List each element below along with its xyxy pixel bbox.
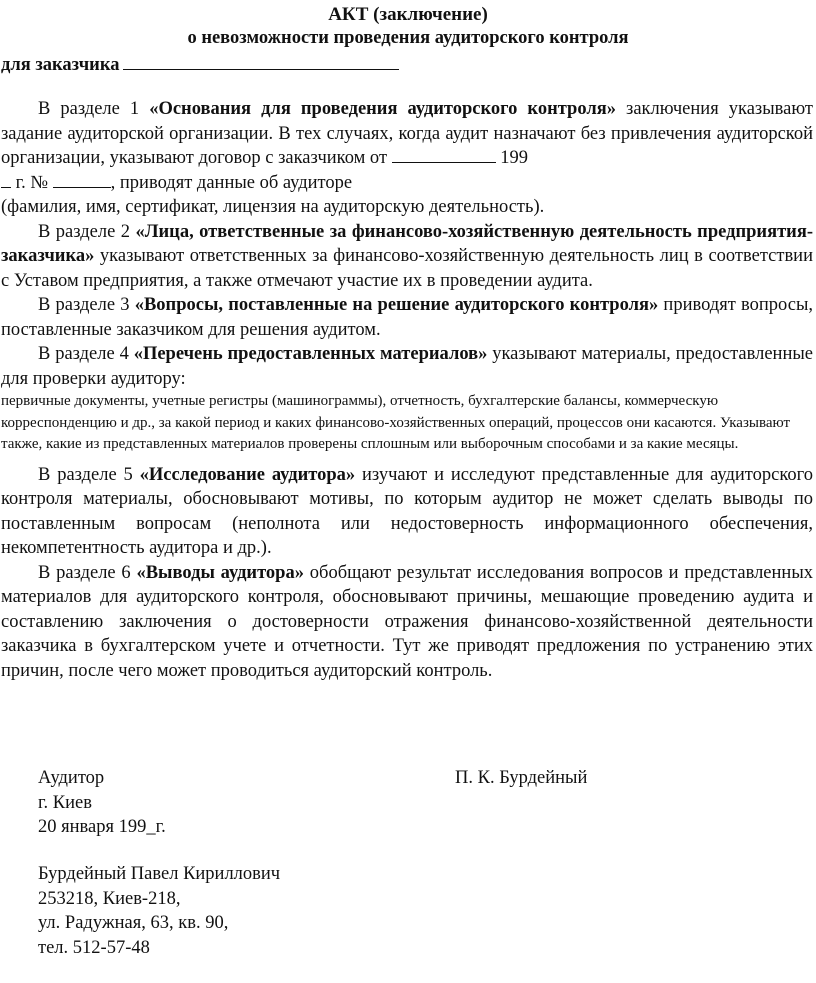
section-4-paragraph	[1, 342, 813, 391]
section-4-title: «Перечень предоставленных материалов»	[133, 344, 488, 364]
section-6-text: обобщают результат исследования вопросов и представленных материалов для аудиторского контроля, обосновывают причины, мешающие проведению аудита и составлению заключения о достоверности отражения финансово-хозяйственной деятельности заказчика в бухгалтерском учете и отчетности. Тут же приводят предложения по устранению этих причин, после чего может проводиться аудиторский контроль.	[1, 562, 813, 681]
section-1-title: «Основания для проведения аудиторского контроля»	[149, 99, 616, 119]
section-6-prefix: В разделе 6	[38, 562, 137, 583]
section-6-paragraph	[1, 561, 813, 684]
section-4-prefix: В разделе 4	[38, 344, 134, 364]
address-street: ул. Радужная, 63, кв. 90,	[38, 913, 229, 933]
document-subtitle: о невозможности проведения аудиторского контроля	[187, 28, 629, 48]
customer-blank	[123, 51, 399, 70]
auditor-data-line: (фамилия, имя, сертификат, лицензия на аудиторскую деятельность).	[1, 197, 545, 217]
contract-number-blank	[53, 171, 111, 188]
section-1-paragraph	[1, 97, 813, 195]
customer-line	[1, 51, 399, 78]
section-3-prefix: В разделе 3	[38, 295, 135, 315]
section-2-title: «Лица, ответственные за финансово-хозяйственную деятельность предприятия-заказчика»	[1, 221, 813, 266]
section-1-text: заключения указывают задание аудиторской организации. В тех случаях, когда аудит назначают без привлечения аудиторской организации, указывают договор с заказчиком от	[1, 99, 814, 168]
contract-year: 199	[495, 148, 529, 168]
section-2-text: указывают ответственных за финансово-хозяйственную деятельность лиц в соответствии с Уставом предприятия, а также отмечают участие их в проведении аудита.	[1, 246, 813, 291]
customer-label: для заказчика	[1, 55, 120, 75]
section-4-details: первичные документы, учетные регистры (машинограммы), отчетность, бухгалтерские балансы, коммерческую корреспонденцию и др., за какой период и каких финансово-хозяйственных операций, процессов они касаются. Указывают также, какие из представленных материалов проверены сплошным или выборочным способами и за какие месяцы.	[1, 393, 791, 452]
section-2-paragraph	[1, 220, 813, 294]
section-1-prefix: В разделе 1	[38, 99, 150, 119]
document-body	[1, 97, 813, 683]
year-blank	[1, 171, 11, 188]
section-6-title: «Выводы аудитора»	[136, 562, 304, 583]
section-3-text: приводят вопросы, поставленные заказчиком для решения аудитом.	[1, 295, 814, 340]
section-5-prefix: В разделе 5	[38, 464, 140, 485]
address-postal: 253218, Киев-218,	[38, 888, 181, 909]
section-2-prefix: В разделе 2	[38, 221, 136, 242]
signature-role: Аудитор	[38, 768, 105, 788]
section-3-title: «Вопросы, поставленные на решение аудиторского контроля»	[134, 295, 659, 315]
signature-name: П. К. Бурдейный	[455, 768, 588, 788]
signature-city: г. Киев	[38, 792, 92, 813]
contract-date-blank	[392, 146, 496, 163]
section-5-paragraph	[1, 463, 813, 561]
section-5-title: «Исследование аудитора»	[139, 464, 356, 485]
signature-date: 20 января 199_г.	[38, 817, 166, 837]
address-block	[38, 862, 280, 960]
document-title: АКТ (заключение)	[328, 4, 488, 25]
section-5-text: изучают и исследуют представленные для аудиторского контроля материалы, обосновывают мотивы, по которым аудитор не может сделать выводы по поставленным вопросам (неполнота или недостоверность информационного обеспечения, некомпетентность аудитора и др.).	[1, 464, 813, 558]
address-phone: тел. 512-57-48	[38, 937, 150, 958]
address-full-name: Бурдейный Павел Кириллович	[38, 864, 281, 884]
section-4-text: указывают материалы, предоставленные для проверки аудитору:	[1, 344, 813, 389]
contract-number-label: г. №	[11, 172, 53, 193]
section-1-text-end: , приводят данные об аудиторе	[110, 172, 353, 193]
section-3-paragraph	[1, 293, 813, 342]
signature-block	[38, 766, 166, 840]
